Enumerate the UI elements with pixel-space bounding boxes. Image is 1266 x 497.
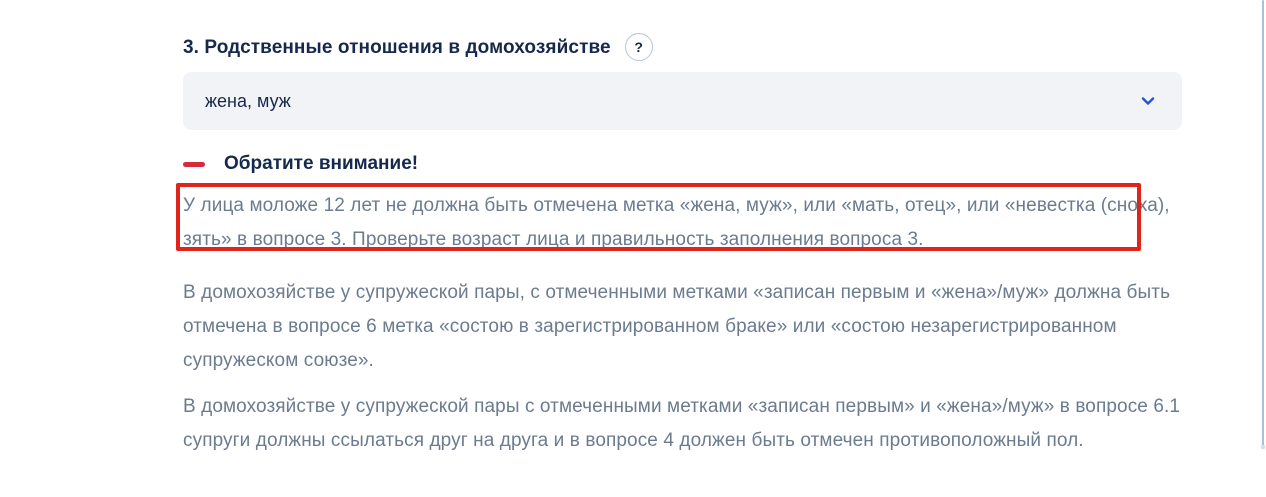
question-title: 3. Родственные отношения в домохозяйстве — [183, 36, 611, 58]
warning-paragraph-1: У лица моложе 12 лет не должна быть отмечена метка «жена, муж», или «мать, отец», или «невестка (сноха), зять» в вопросе 3. Проверьте возраст лица и правильность заполнения вопроса 3. — [183, 195, 1170, 250]
relationship-select[interactable] — [183, 72, 1182, 130]
warning-paragraph-3-wrap — [183, 390, 1188, 458]
warning-paragraph-3: В домохозяйстве у супружеской пары с отмеченными метками «записан первым» и «жена»/муж» в вопросе 6.1 супруги должны ссылаться друг на друга и в вопросе 4 должен быть отмечен противоположный пол. — [183, 396, 1181, 451]
scrollbar[interactable] — [1262, 0, 1264, 446]
chevron-down-icon — [1140, 93, 1156, 109]
warning-heading-row — [183, 152, 418, 176]
warning-paragraph-1-wrap — [183, 189, 1183, 256]
select-value: жена, муж — [205, 90, 291, 111]
warning-dash-icon — [183, 162, 205, 167]
warning-paragraph-2-wrap — [183, 276, 1188, 378]
question-title-row — [183, 33, 1183, 61]
scrollbar-thumb[interactable] — [1261, 445, 1265, 449]
warning-paragraph-2: В домохозяйстве у супружеской пары, с отмеченными метками «записан первым и «жена»/муж» должна быть отмечена в вопросе 6 метка «состою в зарегистрированном браке» или «состою незарегистрированном супружеском союзе». — [183, 282, 1171, 371]
help-icon[interactable]: ? — [625, 33, 653, 61]
warning-heading: Обратите внимание! — [224, 153, 419, 174]
